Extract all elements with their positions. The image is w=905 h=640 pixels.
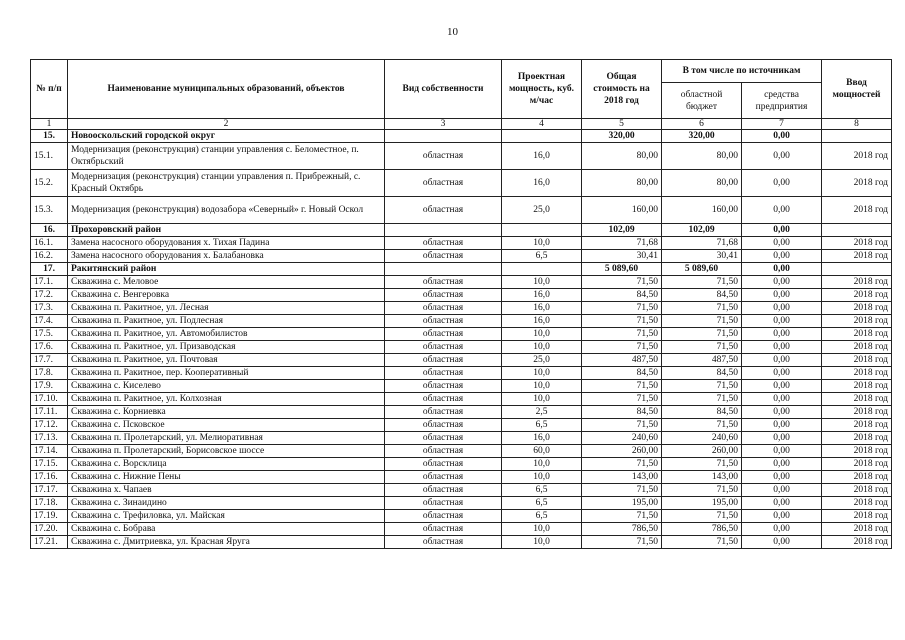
column-number-cell: 3	[385, 119, 502, 130]
ownership-cell: областная	[385, 170, 502, 197]
column-number-cell: 6	[662, 119, 742, 130]
column-number-cell: 1	[31, 119, 68, 130]
capacity-cell: 25,0	[502, 354, 582, 367]
column-number-cell: 2	[68, 119, 385, 130]
enterprise-funds-cell: 0,00	[742, 237, 822, 250]
table-row	[31, 393, 892, 406]
enterprise-funds-cell: 0,00	[742, 302, 822, 315]
row-number-cell: 17.20.	[31, 523, 68, 536]
enterprise-funds-cell: 0,00	[742, 445, 822, 458]
capacity-cell: 10,0	[502, 458, 582, 471]
table-row	[31, 197, 892, 224]
table-row	[31, 170, 892, 197]
row-number-cell: 15.1.	[31, 143, 68, 170]
regional-budget-cell: 160,00	[662, 197, 742, 224]
object-name-cell: Модернизация (реконструкция) станции управления п. Прибрежный, с. Красный Октябрь	[68, 170, 385, 197]
enterprise-funds-cell: 0,00	[742, 328, 822, 341]
regional-budget-cell: 5 089,60	[662, 263, 742, 276]
commission-year-cell: 2018 год	[822, 197, 892, 224]
table-row	[31, 445, 892, 458]
capacity-cell: 25,0	[502, 197, 582, 224]
ownership-cell: областная	[385, 197, 502, 224]
object-name-cell: Скважина с. Меловое	[68, 276, 385, 289]
row-number-cell: 17.10.	[31, 393, 68, 406]
ownership-cell: областная	[385, 302, 502, 315]
capacity-cell: 10,0	[502, 328, 582, 341]
total-cost-cell: 786,50	[582, 523, 662, 536]
commission-year-cell: 2018 год	[822, 497, 892, 510]
enterprise-funds-cell: 0,00	[742, 289, 822, 302]
capacity-cell	[502, 263, 582, 276]
commission-year-cell: 2018 год	[822, 484, 892, 497]
table-row	[31, 510, 892, 523]
total-cost-cell: 71,50	[582, 380, 662, 393]
object-name-cell: Скважина п. Ракитное, ул. Лесная	[68, 302, 385, 315]
commission-year-cell: 2018 год	[822, 328, 892, 341]
header-enterprise: средства предприятия	[742, 83, 822, 119]
regional-budget-cell: 102,09	[662, 224, 742, 237]
regional-budget-cell: 71,50	[662, 302, 742, 315]
table-body	[31, 130, 892, 549]
ownership-cell: областная	[385, 276, 502, 289]
total-cost-cell: 71,50	[582, 393, 662, 406]
header-name: Наименование муниципальных образований, объектов	[68, 60, 385, 119]
row-number-cell: 15.3.	[31, 197, 68, 224]
enterprise-funds-cell: 0,00	[742, 367, 822, 380]
commission-year-cell: 2018 год	[822, 289, 892, 302]
total-cost-cell: 240,60	[582, 432, 662, 445]
object-name-cell: Скважина п. Пролетарский, ул. Мелиоративная	[68, 432, 385, 445]
page-number: 10	[447, 26, 458, 38]
total-cost-cell: 71,50	[582, 315, 662, 328]
total-cost-cell: 71,50	[582, 419, 662, 432]
regional-budget-cell: 320,00	[662, 130, 742, 143]
capacity-cell: 10,0	[502, 341, 582, 354]
total-cost-cell: 71,50	[582, 276, 662, 289]
regional-budget-cell: 71,50	[662, 393, 742, 406]
total-cost-cell: 487,50	[582, 354, 662, 367]
row-number-cell: 17.15.	[31, 458, 68, 471]
table-row	[31, 276, 892, 289]
table-row	[31, 341, 892, 354]
total-cost-cell: 84,50	[582, 367, 662, 380]
capacity-cell	[502, 130, 582, 143]
row-number-cell: 17.7.	[31, 354, 68, 367]
total-cost-cell: 71,50	[582, 510, 662, 523]
row-number-cell: 17.8.	[31, 367, 68, 380]
regional-budget-cell: 71,50	[662, 510, 742, 523]
object-name-cell: Скважина с. Венгеровка	[68, 289, 385, 302]
regional-budget-cell: 71,50	[662, 276, 742, 289]
row-number-cell: 17.21.	[31, 536, 68, 549]
table-row	[31, 536, 892, 549]
object-name-cell: Скважина п. Ракитное, ул. Колхозная	[68, 393, 385, 406]
row-number-cell: 17.2.	[31, 289, 68, 302]
regional-budget-cell: 260,00	[662, 445, 742, 458]
total-cost-cell: 195,00	[582, 497, 662, 510]
enterprise-funds-cell: 0,00	[742, 276, 822, 289]
capacity-cell: 10,0	[502, 237, 582, 250]
commission-year-cell: 2018 год	[822, 380, 892, 393]
table-row	[31, 432, 892, 445]
object-name-cell: Скважина п. Ракитное, пер. Кооперативный	[68, 367, 385, 380]
total-cost-cell: 143,00	[582, 471, 662, 484]
row-number-cell: 15.2.	[31, 170, 68, 197]
total-cost-cell: 320,00	[582, 130, 662, 143]
table-row	[31, 380, 892, 393]
object-name-cell: Скважина п. Ракитное, ул. Подлесная	[68, 315, 385, 328]
capacity-cell: 10,0	[502, 367, 582, 380]
row-number-cell: 17.11.	[31, 406, 68, 419]
regional-budget-cell: 71,50	[662, 484, 742, 497]
table-row	[31, 419, 892, 432]
ownership-cell: областная	[385, 341, 502, 354]
header-owner: Вид собственности	[385, 60, 502, 119]
total-cost-cell: 160,00	[582, 197, 662, 224]
object-name-cell: Замена насосного оборудования х. Тихая Падина	[68, 237, 385, 250]
row-number-cell: 17.9.	[31, 380, 68, 393]
table-row	[31, 354, 892, 367]
regional-budget-cell: 71,50	[662, 315, 742, 328]
commission-year-cell: 2018 год	[822, 406, 892, 419]
ownership-cell: областная	[385, 367, 502, 380]
enterprise-funds-cell: 0,00	[742, 143, 822, 170]
ownership-cell: областная	[385, 432, 502, 445]
section-row	[31, 224, 892, 237]
capacity-cell: 10,0	[502, 393, 582, 406]
header-cost: Общая стоимость на 2018 год	[582, 60, 662, 119]
object-name-cell: Скважина п. Ракитное, ул. Почтовая	[68, 354, 385, 367]
capacity-cell: 6,5	[502, 484, 582, 497]
total-cost-cell: 71,50	[582, 341, 662, 354]
capacity-cell	[502, 224, 582, 237]
commission-year-cell: 2018 год	[822, 432, 892, 445]
total-cost-cell: 5 089,60	[582, 263, 662, 276]
commission-year-cell: 2018 год	[822, 458, 892, 471]
commission-year-cell	[822, 224, 892, 237]
ownership-cell: областная	[385, 497, 502, 510]
object-name-cell: Скважина с. Трефиловка, ул. Майская	[68, 510, 385, 523]
enterprise-funds-cell: 0,00	[742, 523, 822, 536]
regional-budget-cell: 84,50	[662, 406, 742, 419]
ownership-cell	[385, 224, 502, 237]
enterprise-funds-cell: 0,00	[742, 315, 822, 328]
ownership-cell: областная	[385, 458, 502, 471]
object-name-cell: Ракитянский район	[68, 263, 385, 276]
row-number-cell: 17.19.	[31, 510, 68, 523]
row-number-cell: 16.	[31, 224, 68, 237]
object-name-cell: Прохоровский район	[68, 224, 385, 237]
commission-year-cell: 2018 год	[822, 302, 892, 315]
object-name-cell: Замена насосного оборудования х. Балабановка	[68, 250, 385, 263]
regional-budget-cell: 80,00	[662, 143, 742, 170]
commission-year-cell: 2018 год	[822, 471, 892, 484]
object-name-cell: Скважина п. Пролетарский, Борисовское шоссе	[68, 445, 385, 458]
table-row	[31, 484, 892, 497]
ownership-cell	[385, 130, 502, 143]
header-capacity: Проектная мощность, куб. м/час	[502, 60, 582, 119]
capacity-cell: 6,5	[502, 250, 582, 263]
regional-budget-cell: 84,50	[662, 289, 742, 302]
ownership-cell: областная	[385, 237, 502, 250]
enterprise-funds-cell: 0,00	[742, 393, 822, 406]
ownership-cell: областная	[385, 393, 502, 406]
enterprise-funds-cell: 0,00	[742, 419, 822, 432]
section-row	[31, 130, 892, 143]
enterprise-funds-cell: 0,00	[742, 497, 822, 510]
commission-year-cell: 2018 год	[822, 276, 892, 289]
regional-budget-cell: 143,00	[662, 471, 742, 484]
object-name-cell: Скважина с. Киселево	[68, 380, 385, 393]
capacity-cell: 16,0	[502, 170, 582, 197]
capacity-cell: 10,0	[502, 536, 582, 549]
capacity-cell: 16,0	[502, 315, 582, 328]
object-name-cell: Новооскольский городской округ	[68, 130, 385, 143]
row-number-cell: 17.	[31, 263, 68, 276]
commission-year-cell: 2018 год	[822, 354, 892, 367]
table-row	[31, 471, 892, 484]
object-name-cell: Скважина с. Псковское	[68, 419, 385, 432]
regional-budget-cell: 30,41	[662, 250, 742, 263]
regional-budget-cell: 195,00	[662, 497, 742, 510]
row-number-cell: 17.14.	[31, 445, 68, 458]
column-number-cell: 8	[822, 119, 892, 130]
ownership-cell	[385, 263, 502, 276]
commission-year-cell: 2018 год	[822, 341, 892, 354]
total-cost-cell: 84,50	[582, 289, 662, 302]
capacity-cell: 16,0	[502, 432, 582, 445]
regional-budget-cell: 71,50	[662, 419, 742, 432]
total-cost-cell: 80,00	[582, 143, 662, 170]
capacity-cell: 6,5	[502, 497, 582, 510]
row-number-cell: 16.2.	[31, 250, 68, 263]
regional-budget-cell: 71,50	[662, 458, 742, 471]
object-name-cell: Скважина с. Зинаидино	[68, 497, 385, 510]
regional-budget-cell: 487,50	[662, 354, 742, 367]
header-sources: В том числе по источникам	[662, 60, 822, 83]
regional-budget-cell: 80,00	[662, 170, 742, 197]
ownership-cell: областная	[385, 315, 502, 328]
table-row	[31, 315, 892, 328]
commission-year-cell: 2018 год	[822, 143, 892, 170]
enterprise-funds-cell: 0,00	[742, 432, 822, 445]
row-number-cell: 15.	[31, 130, 68, 143]
commission-year-cell: 2018 год	[822, 523, 892, 536]
regional-budget-cell: 786,50	[662, 523, 742, 536]
row-number-cell: 17.1.	[31, 276, 68, 289]
section-row	[31, 263, 892, 276]
commission-year-cell: 2018 год	[822, 393, 892, 406]
commission-year-cell: 2018 год	[822, 367, 892, 380]
object-name-cell: Скважина п. Ракитное, ул. Призаводская	[68, 341, 385, 354]
capacity-cell: 16,0	[502, 289, 582, 302]
total-cost-cell: 260,00	[582, 445, 662, 458]
total-cost-cell: 71,50	[582, 458, 662, 471]
enterprise-funds-cell: 0,00	[742, 250, 822, 263]
total-cost-cell: 71,50	[582, 328, 662, 341]
enterprise-funds-cell: 0,00	[742, 170, 822, 197]
object-name-cell: Скважина с. Ворсклица	[68, 458, 385, 471]
table-row	[31, 302, 892, 315]
total-cost-cell: 71,50	[582, 302, 662, 315]
commission-year-cell: 2018 год	[822, 419, 892, 432]
total-cost-cell: 80,00	[582, 170, 662, 197]
object-name-cell: Модернизация (реконструкция) станции управления с. Беломестное, п. Октябрьский	[68, 143, 385, 170]
total-cost-cell: 84,50	[582, 406, 662, 419]
ownership-cell: областная	[385, 445, 502, 458]
enterprise-funds-cell: 0,00	[742, 380, 822, 393]
ownership-cell: областная	[385, 250, 502, 263]
commission-year-cell	[822, 263, 892, 276]
regional-budget-cell: 240,60	[662, 432, 742, 445]
commission-year-cell: 2018 год	[822, 170, 892, 197]
ownership-cell: областная	[385, 484, 502, 497]
enterprise-funds-cell: 0,00	[742, 484, 822, 497]
enterprise-funds-cell: 0,00	[742, 130, 822, 143]
capacity-cell: 10,0	[502, 523, 582, 536]
header-commission: Ввод мощностей	[822, 60, 892, 119]
commission-year-cell: 2018 год	[822, 237, 892, 250]
row-number-cell: 17.13.	[31, 432, 68, 445]
enterprise-funds-cell: 0,00	[742, 458, 822, 471]
capacity-cell: 10,0	[502, 276, 582, 289]
ownership-cell: областная	[385, 328, 502, 341]
object-name-cell: Скважина с. Корниевка	[68, 406, 385, 419]
enterprise-funds-cell: 0,00	[742, 406, 822, 419]
total-cost-cell: 71,50	[582, 536, 662, 549]
total-cost-cell: 30,41	[582, 250, 662, 263]
ownership-cell: областная	[385, 471, 502, 484]
object-name-cell: Скважина с. Дмитриевка, ул. Красная Яруга	[68, 536, 385, 549]
table-row	[31, 328, 892, 341]
commission-year-cell: 2018 год	[822, 445, 892, 458]
regional-budget-cell: 71,68	[662, 237, 742, 250]
object-name-cell: Модернизация (реконструкция) водозабора «Северный» г. Новый Оскол	[68, 197, 385, 224]
regional-budget-cell: 71,50	[662, 341, 742, 354]
capacity-cell: 6,5	[502, 419, 582, 432]
commission-year-cell: 2018 год	[822, 250, 892, 263]
capacity-cell: 6,5	[502, 510, 582, 523]
enterprise-funds-cell: 0,00	[742, 263, 822, 276]
enterprise-funds-cell: 0,00	[742, 341, 822, 354]
object-name-cell: Скважина п. Ракитное, ул. Автомобилистов	[68, 328, 385, 341]
total-cost-cell: 102,09	[582, 224, 662, 237]
row-number-cell: 17.5.	[31, 328, 68, 341]
enterprise-funds-cell: 0,00	[742, 224, 822, 237]
column-number-cell: 5	[582, 119, 662, 130]
ownership-cell: областная	[385, 380, 502, 393]
ownership-cell: областная	[385, 419, 502, 432]
row-number-cell: 17.18.	[31, 497, 68, 510]
regional-budget-cell: 84,50	[662, 367, 742, 380]
capacity-cell: 2,5	[502, 406, 582, 419]
capacity-cell: 60,0	[502, 445, 582, 458]
object-name-cell: Скважина с. Нижние Пены	[68, 471, 385, 484]
ownership-cell: областная	[385, 523, 502, 536]
ownership-cell: областная	[385, 143, 502, 170]
capacity-cell: 16,0	[502, 302, 582, 315]
capacity-cell: 16,0	[502, 143, 582, 170]
table-row	[31, 458, 892, 471]
commission-year-cell: 2018 год	[822, 315, 892, 328]
table-row	[31, 406, 892, 419]
header-budget: областной бюджет	[662, 83, 742, 119]
table-row	[31, 523, 892, 536]
row-number-cell: 17.17.	[31, 484, 68, 497]
capacity-cell: 10,0	[502, 471, 582, 484]
capacity-cell: 10,0	[502, 380, 582, 393]
enterprise-funds-cell: 0,00	[742, 354, 822, 367]
column-number-cell: 4	[502, 119, 582, 130]
enterprise-funds-cell: 0,00	[742, 197, 822, 224]
enterprise-funds-cell: 0,00	[742, 536, 822, 549]
row-number-cell: 16.1.	[31, 237, 68, 250]
ownership-cell: областная	[385, 354, 502, 367]
ownership-cell: областная	[385, 510, 502, 523]
object-name-cell: Скважина х. Чапаев	[68, 484, 385, 497]
enterprise-funds-cell: 0,00	[742, 471, 822, 484]
row-number-cell: 17.3.	[31, 302, 68, 315]
object-name-cell: Скважина с. Бобрава	[68, 523, 385, 536]
table-row	[31, 367, 892, 380]
ownership-cell: областная	[385, 289, 502, 302]
table-row	[31, 497, 892, 510]
commission-year-cell: 2018 год	[822, 510, 892, 523]
table-row	[31, 237, 892, 250]
row-number-cell: 17.4.	[31, 315, 68, 328]
column-numbers-row	[31, 119, 892, 130]
table-row	[31, 250, 892, 263]
table-row	[31, 289, 892, 302]
enterprise-funds-cell: 0,00	[742, 510, 822, 523]
table-row	[31, 143, 892, 170]
investment-table	[30, 59, 892, 549]
ownership-cell: областная	[385, 406, 502, 419]
commission-year-cell: 2018 год	[822, 536, 892, 549]
header-num: № п/п	[31, 60, 68, 119]
total-cost-cell: 71,50	[582, 484, 662, 497]
regional-budget-cell: 71,50	[662, 380, 742, 393]
total-cost-cell: 71,68	[582, 237, 662, 250]
row-number-cell: 17.16.	[31, 471, 68, 484]
column-number-cell: 7	[742, 119, 822, 130]
row-number-cell: 17.6.	[31, 341, 68, 354]
commission-year-cell	[822, 130, 892, 143]
row-number-cell: 17.12.	[31, 419, 68, 432]
regional-budget-cell: 71,50	[662, 328, 742, 341]
regional-budget-cell: 71,50	[662, 536, 742, 549]
ownership-cell: областная	[385, 536, 502, 549]
